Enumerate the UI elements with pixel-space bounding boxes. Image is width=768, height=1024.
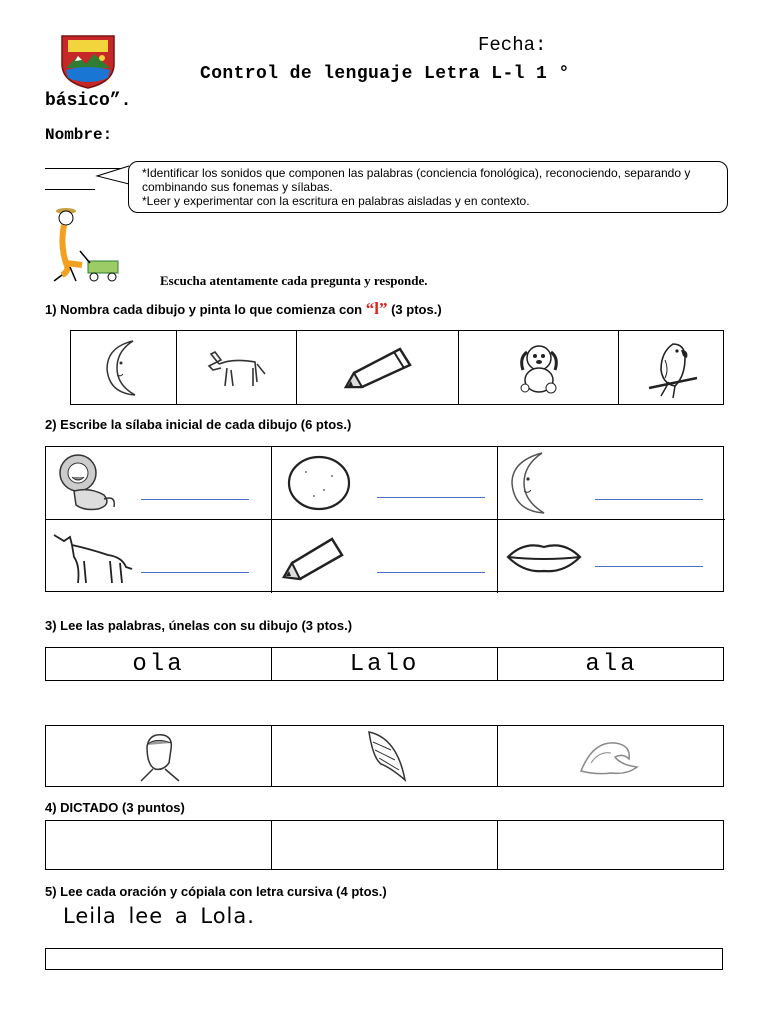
q2-cell-lemon[interactable] [272,447,498,520]
page-title: Control de lenguaje Letra L-l 1 ° [200,64,570,84]
nombre-label: Nombre: [45,126,113,144]
dictation-grid [45,820,724,870]
lips-icon [504,537,584,577]
puppy-icon [513,340,565,396]
objectives-box [128,161,728,213]
highlight-letter: “l” [365,299,388,318]
q1-cell-donkey[interactable] [177,331,297,404]
dictation-box-1[interactable] [46,821,272,869]
question-2: 2) Escribe la sílaba inicial de cada dibujo (6 ptos.) [45,417,352,432]
q3-cell-wing[interactable] [272,726,498,786]
q2-cell-wolf[interactable] [46,520,272,593]
question-1-text: 1) Nombra cada dibujo y pinta lo que comienza con [45,302,363,317]
q2-cell-moon[interactable] [498,447,725,520]
question-3-words [45,647,724,681]
dictation-box-3[interactable] [498,821,725,869]
question-4: 4) DICTADO (3 puntos) [45,800,185,815]
lemon-icon [284,452,354,514]
question-2-grid [45,446,724,592]
general-instruction: Escucha atentamente cada pregunta y responde. [160,273,428,288]
wave-icon [577,731,647,781]
q1-cell-moon[interactable] [71,331,177,404]
q1-cell-parrot[interactable] [619,331,725,404]
objective-1: *Identificar los sonidos que componen las palabras (conciencia fonológica), reconociendo, separando y combinando sus fonemas y sílabas. [142,166,691,194]
boy-icon [133,729,185,783]
q2-cell-lion[interactable] [46,447,272,520]
page-title-continuation: básico”. [45,91,132,111]
question-5: 5) Lee cada oración y cópiala con letra cursiva (4 ptos.) [45,884,387,899]
letter-l-mascot-icon [44,205,126,287]
fecha-label: Fecha: [478,34,547,56]
lion-icon [54,451,120,515]
dictation-box-2[interactable] [272,821,498,869]
moon-icon [99,337,149,399]
model-sentence: Leila lee a Lola. [63,904,255,928]
name-line-2[interactable] [45,189,95,190]
q3-cell-boy[interactable] [46,726,272,786]
question-1-points: (3 ptos.) [391,302,442,317]
word-lalo[interactable]: Lalo [272,648,498,680]
q3-cell-wave[interactable] [498,726,725,786]
word-ala[interactable]: ala [585,650,638,678]
q2-answer-line-6[interactable] [595,566,703,567]
copy-answer-box[interactable] [45,948,723,970]
school-crest-logo [58,34,118,90]
parrot-icon [645,336,699,400]
q2-answer-line-4[interactable] [141,572,249,573]
pencil-icon [278,529,350,585]
question-1-image-row [70,330,724,405]
q2-cell-pencil[interactable] [272,520,498,593]
word-ola[interactable]: ola [46,648,272,680]
q2-answer-line-3[interactable] [595,499,703,500]
question-3: 3) Lee las palabras, únelas con su dibujo (3 ptos.) [45,618,353,633]
wing-icon [361,728,409,784]
moon-icon [504,449,560,517]
q1-cell-puppy[interactable] [459,331,619,404]
q2-cell-lips[interactable] [498,520,725,593]
wolf-icon [50,527,136,587]
question-3-images [45,725,724,787]
q2-answer-line-2[interactable] [377,497,485,498]
q2-answer-line-1[interactable] [141,499,249,500]
q2-answer-line-5[interactable] [377,572,485,573]
question-1 [45,299,442,319]
objective-2: *Leer y experimentar con la escritura en palabras aisladas y en contexto. [142,194,530,208]
pencil-icon [338,343,418,393]
donkey-icon [205,344,269,392]
q1-cell-pencil[interactable] [297,331,459,404]
